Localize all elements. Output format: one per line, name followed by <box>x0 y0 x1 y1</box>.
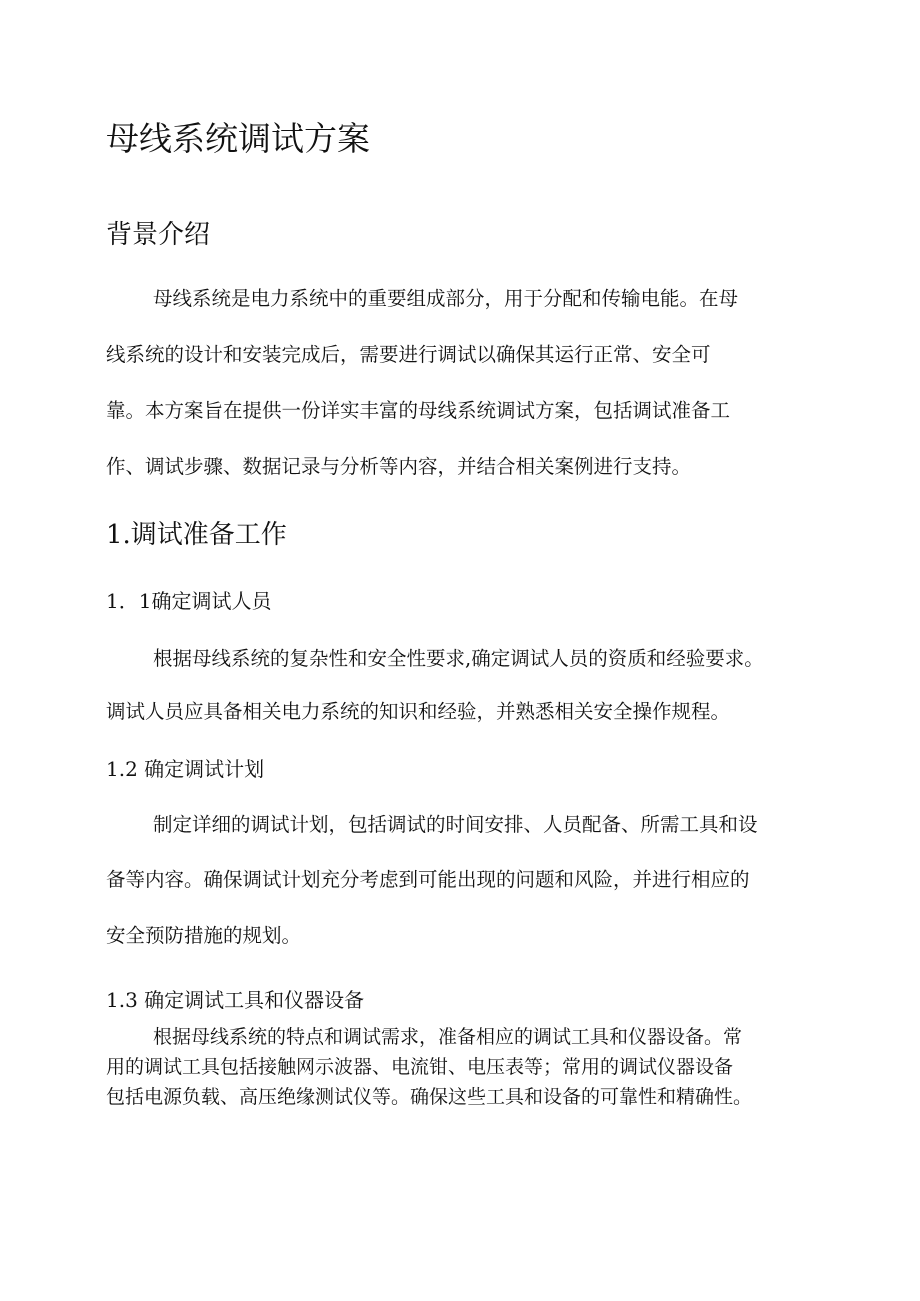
background-line-1: 母线系统是电力系统中的重要组成部分，用于分配和传输电能。在母 <box>153 287 739 310</box>
background-line-4: 作、调试步骤、数据记录与分析等内容，并结合相关案例进行支持。 <box>106 455 692 478</box>
section-1-3-line-1: 根据母线系统的特点和调试需求，准备相应的调试工具和仪器设备。常 <box>153 1026 743 1048</box>
section-1-1-line-2: 调试人员应具备相关电力系统的知识和经验，并熟悉相关安全操作规程。 <box>106 700 731 723</box>
background-line-3: 靠。本方案旨在提供一份详实丰富的母线系统调试方案，包括调试准备工 <box>106 399 731 422</box>
section-1-2-line-2: 备等内容。确保调试计划充分考虑到可能出现的问题和风险，并进行相应的 <box>106 868 750 891</box>
section-1-2-line-1: 制定详细的调试计划，包括调试的时间安排、人员配备、所需工具和设 <box>153 813 758 836</box>
section-1-2-line-3: 安全预防措施的规划。 <box>106 924 302 947</box>
background-heading: 背景介绍 <box>106 220 211 250</box>
section-1-heading: 1.调试准备工作 <box>106 520 287 550</box>
section-1-1-heading: 1．1确定调试人员 <box>106 589 272 613</box>
section-1-3-line-2: 用的调试工具包括接触网示波器、电流钳、电压表等；常用的调试仪器设备 <box>106 1056 734 1078</box>
section-1-3-line-3: 包括电源负载、高压绝缘测试仪等。确保这些工具和设备的可靠性和精确性。 <box>106 1086 753 1108</box>
section-1-3-heading: 1.3 确定调试工具和仪器设备 <box>106 988 365 1012</box>
section-1-1-line-1: 根据母线系统的复杂性和安全性要求,确定调试人员的资质和经验要求。 <box>153 647 764 670</box>
section-1-2-heading: 1.2 确定调试计划 <box>106 757 265 781</box>
background-line-2: 线系统的设计和安装完成后，需要进行调试以确保其运行正常、安全可 <box>106 343 711 366</box>
document-title: 母线系统调试方案 <box>106 119 370 158</box>
